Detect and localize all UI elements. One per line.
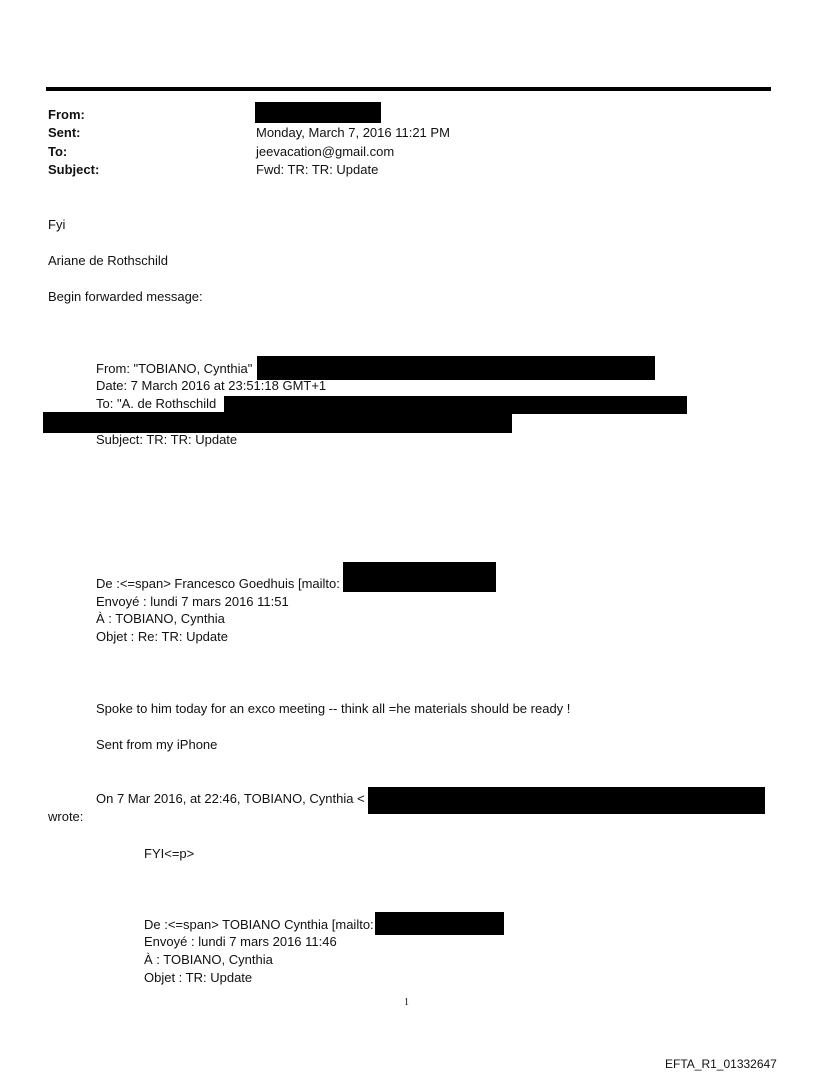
reply1-objet-line: Objet : Re: TR: Update <box>96 629 228 644</box>
sent-label: Sent: <box>48 125 81 140</box>
fwd-from-line: From: "TOBIANO, Cynthia" <box>96 361 253 376</box>
body-signature: Ariane de Rothschild <box>48 253 168 268</box>
reply2-a-line: À : TOBIANO, Cynthia <box>144 952 273 967</box>
to-value: jeevacation@gmail.com <box>256 144 395 159</box>
body-fyi: Fyi <box>48 217 66 232</box>
fwd-to-line: To: "A. de Rothschild <box>96 396 217 411</box>
fwd-subject-line: Subject: TR: TR: Update <box>96 432 238 447</box>
reply1-a-line: À : TOBIANO, Cynthia <box>96 611 225 626</box>
body-begin-forwarded: Begin forwarded message: <box>48 289 203 304</box>
reply1-quote-intro: On 7 Mar 2016, at 22:46, TOBIANO, Cynthia < <box>96 791 365 806</box>
reply1-wrote: wrote: <box>48 809 84 824</box>
redaction-reply1-mailto <box>343 562 496 592</box>
page-number: 1 <box>404 997 409 1008</box>
header-rule <box>46 87 771 91</box>
redaction-reply1-email <box>368 787 765 814</box>
redaction-reply2-mailto <box>375 912 504 935</box>
reply2-fyi: FYI<=p> <box>144 846 195 861</box>
reply1-de-line: De :<=span> Francesco Goedhuis [mailto: <box>96 576 340 591</box>
reply1-message: Spoke to him today for an exco meeting -- think all =he materials should be ready ! <box>96 701 571 716</box>
to-label: To: <box>48 144 68 159</box>
from-label: From: <box>48 107 85 122</box>
redaction-fwd-to-cont <box>43 412 512 433</box>
redaction-from <box>255 102 381 123</box>
document-id: EFTA_R1_01332647 <box>665 1057 777 1071</box>
reply1-sent-from: Sent from my iPhone <box>96 737 218 752</box>
reply1-envoye-line: Envoyé : lundi 7 mars 2016 11:51 <box>96 594 289 609</box>
redaction-fwd-from <box>257 356 655 380</box>
fwd-date-line: Date: 7 March 2016 at 23:51:18 GMT+1 <box>96 378 327 393</box>
subject-label: Subject: <box>48 162 100 177</box>
sent-value: Monday, March 7, 2016 11:21 PM <box>256 125 450 140</box>
subject-value: Fwd: TR: TR: Update <box>256 162 379 177</box>
reply2-envoye-line: Envoyé : lundi 7 mars 2016 11:46 <box>144 934 337 949</box>
reply2-de-line: De :<=span> TOBIANO Cynthia [mailto: <box>144 917 374 932</box>
reply2-objet-line: Objet : TR: Update <box>144 970 253 985</box>
